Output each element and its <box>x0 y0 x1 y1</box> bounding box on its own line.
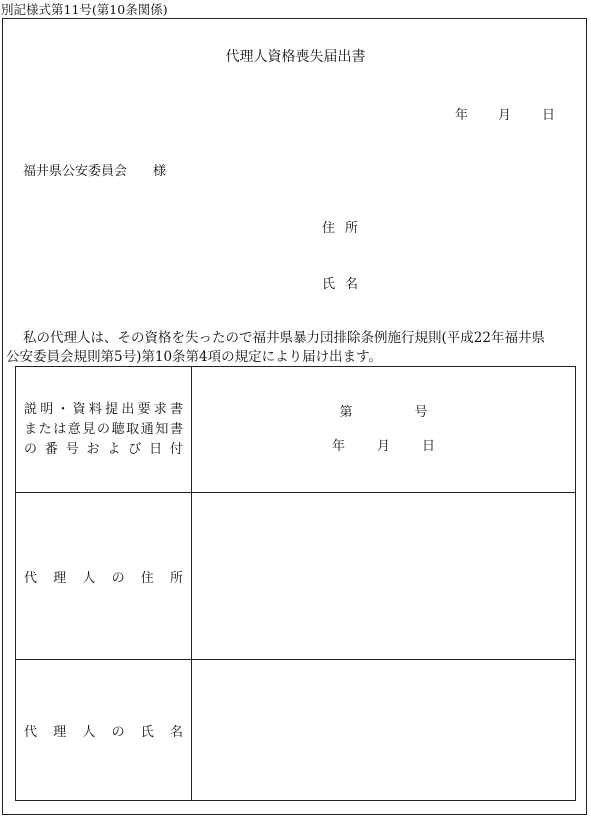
date-month-label: 月 <box>498 108 512 123</box>
table-row-reference <box>16 367 576 493</box>
reference-year: 年 <box>331 438 345 454</box>
agent-address-value-cell[interactable] <box>192 493 576 660</box>
applicant-address-label: 住所 <box>322 221 369 236</box>
agent-address-label: 代 理 人 の 住 所 <box>24 570 183 586</box>
table-row-agent-address <box>16 493 576 660</box>
reference-month: 月 <box>376 438 390 454</box>
declaration-line-2: 公安委員会規則第5号)第10条第4項の規定により届け出ます。 <box>6 349 383 365</box>
page-title: 代理人資格喪失届出書 <box>225 49 366 65</box>
reference-value-cell[interactable] <box>192 367 576 493</box>
addressee-name: 福井県公安委員会 <box>23 164 128 179</box>
reference-label-line-2: ま た は 意 見 の 聴 取 通 知 書 <box>24 421 183 437</box>
reference-label-line-3: の 番 号 お よ び 日 付 <box>24 441 183 457</box>
agent-name-value-cell[interactable] <box>192 660 576 801</box>
date-day-label: 日 <box>542 108 556 123</box>
notification-table <box>15 366 576 801</box>
reference-label-cell <box>16 367 192 493</box>
reference-label-line-1: 説 明 ・ 資 料 提 出 要 求 書 <box>24 401 183 417</box>
date-year-label: 年 <box>455 108 469 123</box>
agent-name-label-cell <box>16 660 192 801</box>
addressee-suffix: 様 <box>153 164 167 179</box>
form-number-note: 別記様式第11号(第10条関係) <box>1 2 168 17</box>
declaration-line-1: 私の代理人は、その資格を失ったので福井県暴力団排除条例施行規則(平成22年福井県 <box>23 330 545 346</box>
declaration-text <box>6 329 584 367</box>
number-prefix: 第 <box>339 404 353 420</box>
agent-address-label-cell <box>16 493 192 660</box>
number-suffix: 号 <box>414 404 428 420</box>
agent-name-label: 代 理 人 の 氏 名 <box>24 724 183 740</box>
reference-day: 日 <box>422 438 436 454</box>
table-row-agent-name <box>16 660 576 801</box>
applicant-name-label: 氏名 <box>322 277 369 292</box>
